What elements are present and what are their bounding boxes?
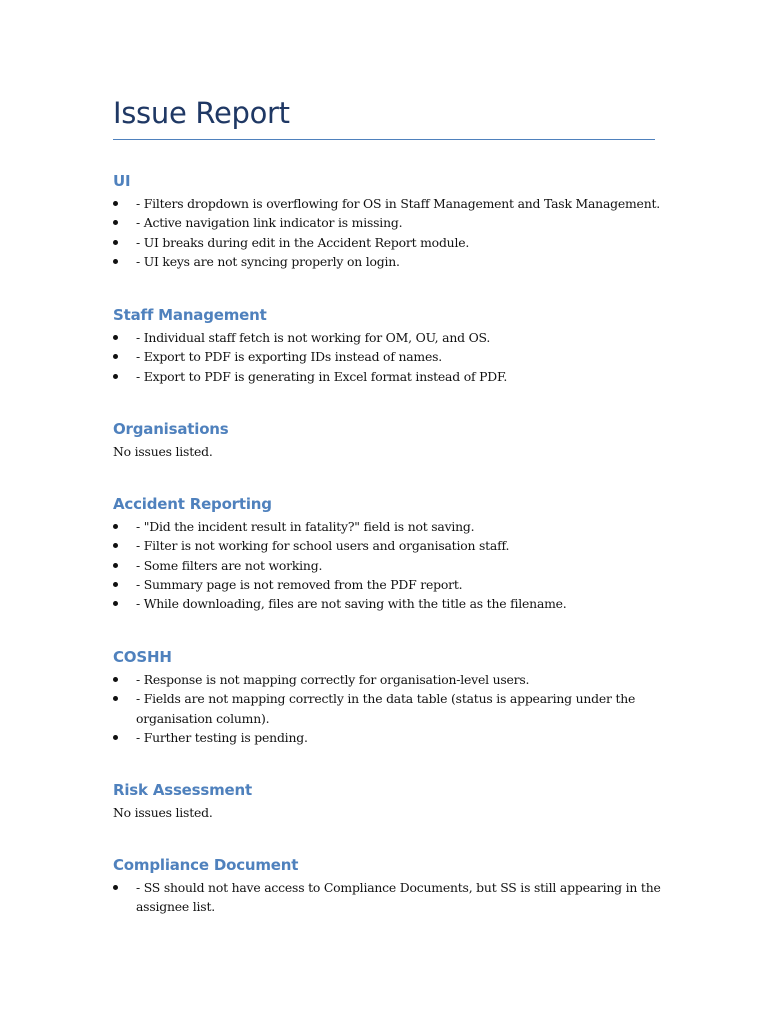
list-item-text: - Export to PDF is exporting IDs instead of names. — [136, 349, 442, 365]
section-organisations — [113, 420, 673, 461]
list-item — [113, 517, 673, 536]
issue-list — [113, 194, 673, 271]
list-item — [113, 194, 673, 213]
issue-list — [113, 328, 673, 386]
list-item — [113, 689, 673, 728]
list-item-text: - Response is not mapping correctly for organisation-level users. — [136, 672, 530, 687]
bullet-icon — [113, 601, 118, 606]
list-item-text: - Fields are not mapping correctly in the data table (status is appearing under the organisation column). — [136, 691, 636, 726]
list-item-text: - UI breaks during edit in the Accident Report module. — [136, 234, 470, 250]
section-heading: Compliance Document — [113, 856, 299, 874]
list-item-text: - "Did the incident result in fatality?" field is not saving. — [136, 519, 475, 534]
section-heading: Organisations — [113, 420, 229, 438]
list-item — [113, 594, 673, 613]
list-item-text: - While downloading, files are not saving with the title as the filename. — [136, 596, 567, 612]
list-item — [113, 556, 673, 575]
bullet-icon — [113, 563, 118, 568]
list-item-text: - SS should not have access to Compliance Documents, but SS is still appearing in the assignee list. — [136, 880, 661, 915]
bullet-icon — [113, 677, 118, 682]
list-item-text: - Filters dropdown is overflowing for OS in Staff Management and Task Management. — [136, 196, 660, 211]
issue-list — [113, 517, 673, 613]
bullet-icon — [113, 240, 118, 245]
title-divider — [113, 139, 655, 140]
document-title: Issue Report — [113, 96, 290, 130]
bullet-icon — [113, 696, 118, 701]
list-item — [113, 347, 673, 366]
list-item — [113, 233, 673, 252]
list-item — [113, 728, 673, 747]
issue-list — [113, 670, 673, 747]
bullet-icon — [113, 335, 118, 340]
list-item — [113, 878, 673, 917]
section-heading: UI — [113, 172, 131, 190]
bullet-icon — [113, 354, 118, 359]
section-coshh — [113, 648, 673, 747]
list-item — [113, 536, 673, 555]
section-heading: Risk Assessment — [113, 781, 252, 799]
list-item — [113, 367, 673, 386]
list-item — [113, 670, 673, 689]
bullet-icon — [113, 543, 118, 548]
list-item — [113, 252, 673, 271]
bullet-icon — [113, 220, 118, 225]
section-accident-reporting — [113, 495, 673, 613]
list-item-text: - Filter is not working for school users and organisation staff. — [136, 538, 510, 554]
bullet-icon — [113, 885, 118, 890]
list-item — [113, 213, 673, 232]
bullet-icon — [113, 524, 118, 529]
section-heading: COSHH — [113, 648, 172, 666]
list-item-text: - UI keys are not syncing properly on login. — [136, 253, 400, 269]
section-risk-assessment — [113, 781, 673, 822]
section-heading: Staff Management — [113, 306, 267, 324]
list-item-text: - Some filters are not working. — [136, 557, 323, 573]
section-note: No issues listed. — [113, 444, 213, 459]
list-item-text: - Individual staff fetch is not working for OM, OU, and OS. — [136, 330, 491, 345]
section-staff-management — [113, 306, 673, 386]
list-item — [113, 328, 673, 347]
section-note: No issues listed. — [113, 805, 213, 820]
list-item-text: - Further testing is pending. — [136, 729, 308, 745]
bullet-icon — [113, 259, 118, 264]
bullet-icon — [113, 582, 118, 587]
bullet-icon — [113, 374, 118, 379]
issue-list — [113, 878, 673, 917]
section-heading: Accident Reporting — [113, 495, 272, 513]
list-item-text: - Active navigation link indicator is missing. — [136, 215, 403, 231]
section-compliance-document — [113, 856, 673, 917]
list-item — [113, 575, 673, 594]
section-ui — [113, 172, 673, 271]
bullet-icon — [113, 735, 118, 740]
list-item-text: - Summary page is not removed from the PDF report. — [136, 576, 463, 592]
list-item-text: - Export to PDF is generating in Excel format instead of PDF. — [136, 368, 508, 384]
bullet-icon — [113, 201, 118, 206]
